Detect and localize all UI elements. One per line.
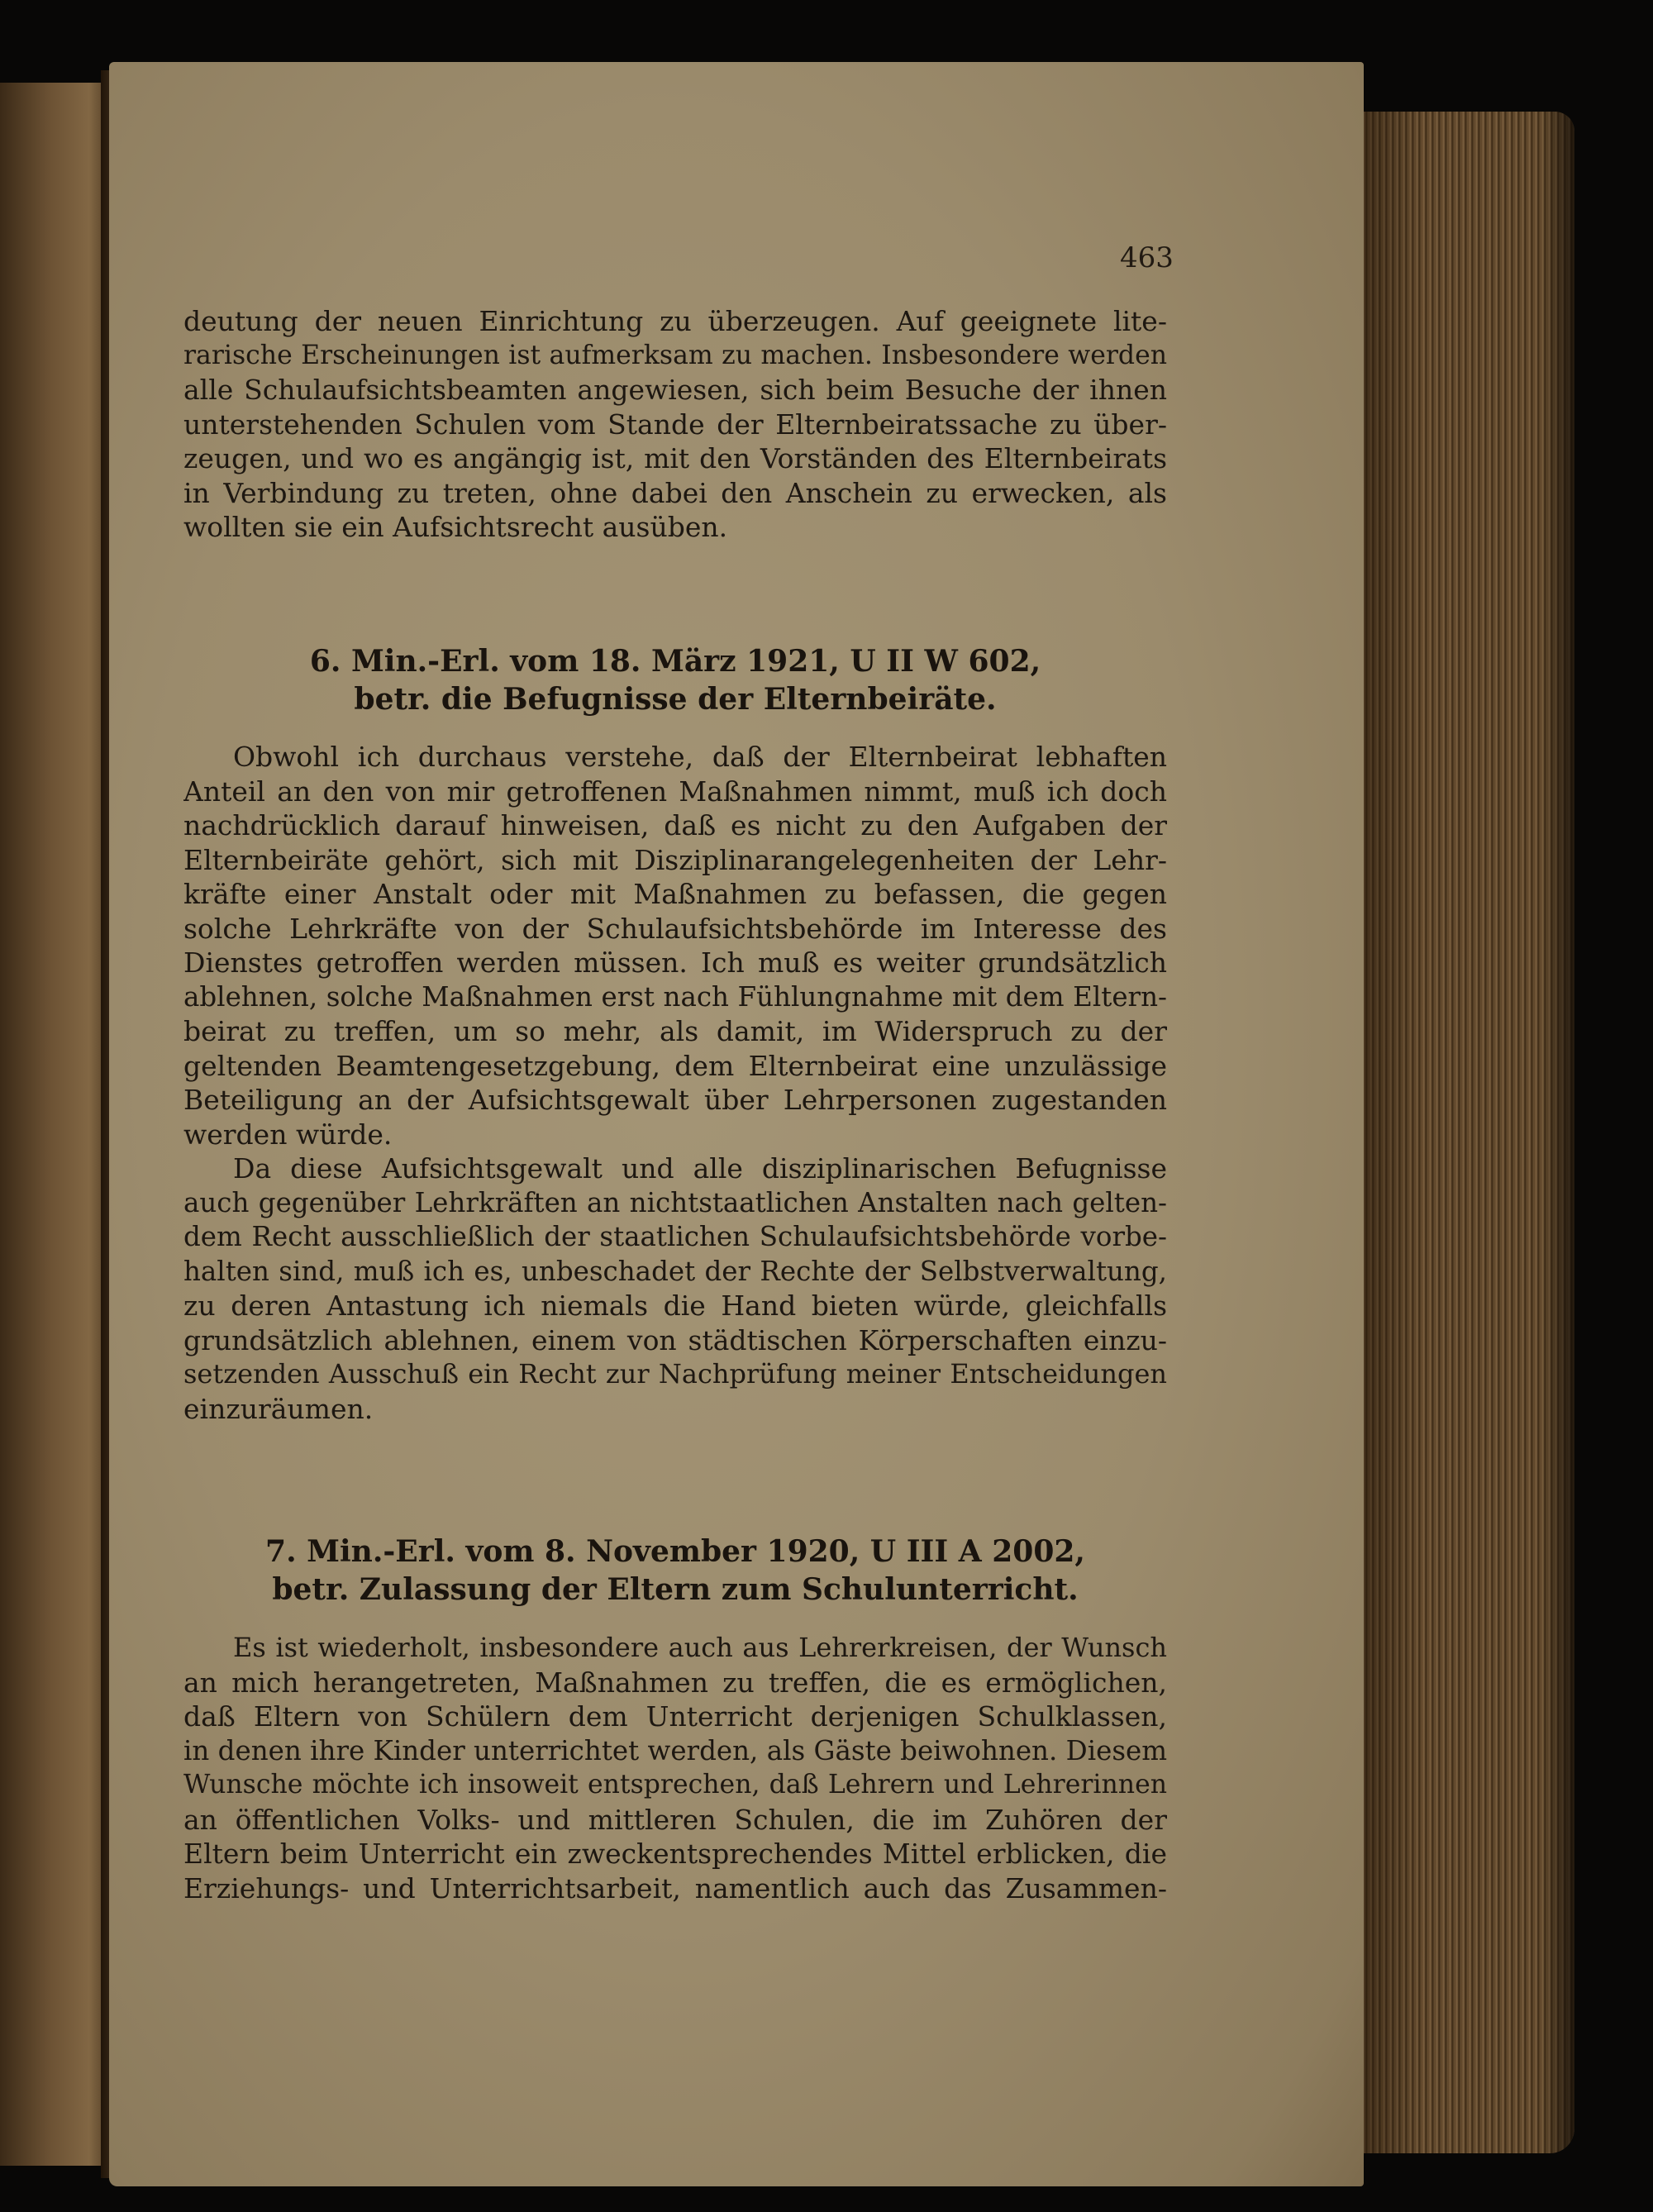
text-line: setzenden Ausschuß ein Recht zur Nachprüfung meiner Entscheidungen bbox=[183, 1358, 1167, 1390]
text-line: Erziehungs- und Unterrichtsarbeit, namentlich auch das Zusammen- bbox=[183, 1871, 1167, 1905]
text-line: rarische Erscheinungen ist aufmerksam zu machen. Insbesondere werden bbox=[183, 340, 1167, 370]
text-line: zu deren Antastung ich niemals die Hand bieten würde, gleichfalls bbox=[183, 1290, 1167, 1322]
text-line: halten sind, muß ich es, unbeschadet der Rechte der Selbstverwaltung, bbox=[183, 1255, 1167, 1287]
section-7-heading bbox=[183, 1533, 1167, 1609]
text-line: zeugen, und wo es angängig ist, mit den Vorständen des Elternbeirats bbox=[183, 442, 1167, 474]
text-line: unterstehenden Schulen vom Stande der Elternbeiratssache zu über- bbox=[183, 408, 1167, 441]
page-number: 463 bbox=[1120, 241, 1174, 274]
text-line: an öffentlichen Volks- und mittleren Schulen, die im Zuhören der bbox=[183, 1803, 1167, 1836]
text-line: Es ist wiederholt, insbesondere auch aus Lehrerkreisen, der Wunsch bbox=[233, 1632, 1167, 1663]
section-6-paragraph-1 bbox=[183, 740, 1167, 1151]
text-line: Wunsche möchte ich insoweit entsprechen, daß Lehrern und Lehrerinnen bbox=[183, 1770, 1167, 1800]
intro-paragraph bbox=[183, 304, 1167, 545]
text-line: beirat zu treffen, um so mehr, als damit, im Widerspruch zu der bbox=[183, 1015, 1167, 1047]
text-line: nachdrücklich darauf hinweisen, daß es nicht zu den Aufgaben der bbox=[183, 809, 1167, 841]
text-line: auch gegenüber Lehrkräften an nichtstaatlichen Anstalten nach gelten- bbox=[183, 1186, 1167, 1218]
page-block-shadow bbox=[1355, 112, 1574, 2153]
heading-line: betr. die Befugnisse der Elternbeiräte. bbox=[354, 682, 997, 717]
text-line: solche Lehrkräfte von der Schulaufsichtsbehörde im Interesse des bbox=[183, 912, 1167, 945]
text-line: wollten sie ein Aufsichtsrecht ausüben. bbox=[183, 511, 728, 543]
section-6-heading bbox=[183, 642, 1167, 718]
text-line: Anteil an den von mir getroffenen Maßnahmen nimmt, muß ich doch bbox=[183, 775, 1167, 808]
text-line: Beteiligung an der Aufsichtsgewalt über Lehrpersonen zugestanden bbox=[183, 1084, 1167, 1116]
text-line: in Verbindung zu treten, ohne dabei den Anschein zu erwecken, als bbox=[183, 476, 1167, 509]
text-line: Da diese Aufsichtsgewalt und alle disziplinarischen Befugnisse bbox=[233, 1152, 1167, 1185]
text-line: Dienstes getroffen werden müssen. Ich muß es weiter grundsätzlich bbox=[183, 946, 1167, 979]
text-line: kräfte einer Anstalt oder mit Maßnahmen zu befassen, die gegen bbox=[183, 878, 1167, 910]
text-line: geltenden Beamtengesetzgebung, dem Elternbeirat eine unzulässige bbox=[183, 1049, 1167, 1082]
section-7-paragraph-1 bbox=[183, 1631, 1167, 1905]
text-line: werden würde. bbox=[183, 1118, 393, 1151]
previous-page-edge bbox=[0, 83, 112, 2166]
text-line: Eltern beim Unterricht ein zweckentsprechendes Mittel erblicken, die bbox=[183, 1838, 1167, 1870]
heading-line: 7. Min.-Erl. vom 8. November 1920, U III A 2002, bbox=[265, 1534, 1085, 1569]
section-6-paragraph-2 bbox=[183, 1151, 1167, 1426]
text-line: daß Eltern von Schülern dem Unterricht derjenigen Schulklassen, bbox=[183, 1700, 1167, 1733]
text-line: deutung der neuen Einrichtung zu überzeugen. Auf geeignete lite- bbox=[183, 305, 1167, 337]
text-line: dem Recht ausschließlich der staatlichen Schulaufsichtsbehörde vorbe- bbox=[183, 1221, 1167, 1252]
text-line: einzuräumen. bbox=[183, 1392, 374, 1425]
heading-line: betr. Zulassung der Eltern zum Schulunterricht. bbox=[272, 1572, 1079, 1607]
text-line: Obwohl ich durchaus verstehe, daß der Elternbeirat lebhaften bbox=[233, 741, 1167, 773]
text-line: in denen ihre Kinder unterrichtet werden, als Gäste beiwohnen. Diesem bbox=[183, 1734, 1167, 1766]
heading-line: 6. Min.-Erl. vom 18. März 1921, U II W 602, bbox=[309, 644, 1041, 679]
text-line: ablehnen, solche Maßnahmen erst nach Fühlungnahme mit dem Eltern- bbox=[183, 980, 1167, 1013]
text-line: Elternbeiräte gehört, sich mit Disziplinarangelegenheiten der Lehr- bbox=[183, 843, 1167, 876]
text-line: an mich herangetreten, Maßnahmen zu treffen, die es ermöglichen, bbox=[183, 1666, 1167, 1699]
text-line: grundsätzlich ablehnen, einem von städtischen Körperschaften einzu- bbox=[183, 1323, 1167, 1356]
text-line: alle Schulaufsichtsbeamten angewiesen, sich beim Besuche der ihnen bbox=[183, 374, 1167, 406]
